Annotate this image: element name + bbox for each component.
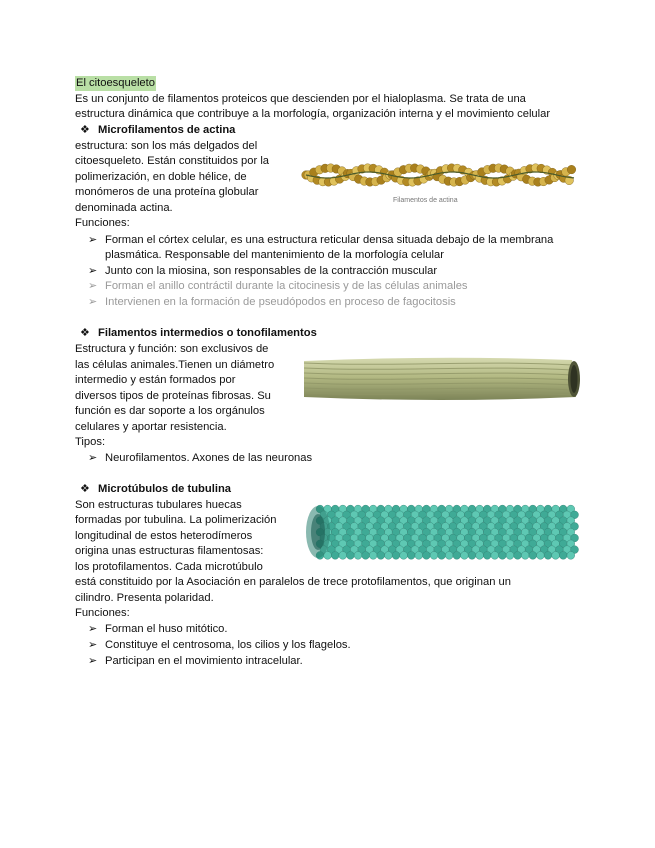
list-item bbox=[88, 622, 228, 637]
diamond-bullet-icon: ❖ bbox=[80, 327, 91, 339]
list-item bbox=[88, 233, 553, 248]
list-item-text: Junto con la miosina, son responsables de la contracción muscular bbox=[105, 265, 438, 277]
list-item-text: Constituye el centrosoma, los cilios y los flagelos. bbox=[105, 639, 351, 651]
arrowhead-bullet-icon: ➢ bbox=[88, 452, 98, 464]
arrowhead-bullet-icon: ➢ bbox=[88, 639, 98, 651]
intro-line-1: Es un conjunto de filamentos proteicos que descienden por el hialoplasma. Se trata de una bbox=[75, 93, 526, 105]
actin-text-line: polimerización, en doble hélice, de bbox=[75, 171, 247, 183]
arrowhead-bullet-icon: ➢ bbox=[88, 655, 98, 667]
list-item bbox=[88, 451, 312, 466]
arrowhead-bullet-icon: ➢ bbox=[88, 296, 98, 308]
arrowhead-bullet-icon: ➢ bbox=[88, 265, 98, 277]
intermediate-text-line: intermedio y están formados por bbox=[75, 374, 236, 386]
list-item bbox=[88, 638, 351, 653]
list-item-text: Neurofilamentos. Axones de las neuronas bbox=[105, 452, 313, 464]
page-title: El citoesqueleto bbox=[76, 77, 155, 89]
arrowhead-bullet-icon: ➢ bbox=[88, 234, 98, 246]
actin-text-line: denominada actina. bbox=[75, 202, 173, 214]
intermediate-filament-image bbox=[300, 355, 582, 403]
intermediate-text-line: las células animales.Tienen un diámetro bbox=[75, 359, 275, 371]
intro-line-2: estructura dinámica que contribuye a la morfología, organización interna y el movimiento celular bbox=[75, 108, 551, 120]
list-item-text: Forman el anillo contráctil durante la citocinesis y de las células animales bbox=[105, 280, 468, 292]
microtubule-text-line: cilindro. Presenta polaridad. bbox=[75, 592, 214, 604]
microtubule-text-line: formadas por tubulina. La polimerización bbox=[75, 514, 277, 526]
microtubule-text-line: origina unas estructuras filamentosas: bbox=[75, 545, 264, 557]
list-item-muted bbox=[88, 279, 468, 294]
svg-text:Filamentos de actina: Filamentos de actina bbox=[393, 197, 458, 204]
diamond-bullet-icon: ❖ bbox=[80, 124, 91, 136]
actin-text-line: citoesqueleto. Están constituidos por la bbox=[75, 155, 270, 167]
intermediate-heading bbox=[80, 326, 317, 341]
intermediate-text-line: celulares y aportar resistencia. bbox=[75, 421, 227, 433]
actin-functions-label: Funciones: bbox=[75, 217, 130, 229]
microtubule-text-line: longitudinal de estos heterodímeros bbox=[75, 530, 253, 542]
actin-filament-image bbox=[298, 154, 583, 204]
intermediate-types-label: Tipos: bbox=[75, 436, 106, 448]
intermediate-heading-text: Filamentos intermedios o tonofilamentos bbox=[98, 327, 317, 339]
list-item-continuation: plasmática. Responsable del mantenimiento de la morfología celular bbox=[105, 249, 444, 261]
list-item-muted bbox=[88, 295, 456, 310]
actin-heading bbox=[80, 123, 235, 138]
intermediate-text-line: diversos tipos de proteínas fibrosas. Su bbox=[75, 390, 271, 402]
list-item-text: Forman el huso mitótico. bbox=[105, 623, 228, 635]
list-item bbox=[88, 264, 437, 279]
arrowhead-bullet-icon: ➢ bbox=[88, 280, 98, 292]
actin-text-line: monómeros de una proteína globular bbox=[75, 186, 259, 198]
intermediate-text-line: función es dar soporte a los orgánulos bbox=[75, 405, 265, 417]
actin-text-line: estructura: son los más delgados del bbox=[75, 140, 258, 152]
list-item-text: Intervienen en la formación de pseudópodos en proceso de fagocitosis bbox=[105, 296, 456, 308]
list-item bbox=[88, 654, 303, 669]
intermediate-text-line: Estructura y función: son exclusivos de bbox=[75, 343, 269, 355]
list-item-text: Forman el córtex celular, es una estructura reticular densa situada debajo de la membrana bbox=[105, 234, 554, 246]
diamond-bullet-icon: ❖ bbox=[80, 483, 91, 495]
microtubule-heading bbox=[80, 482, 231, 497]
microtubule-text-line: está constituido por la Asociación en paralelos de trece protofilamentos, que originan un bbox=[75, 576, 511, 588]
microtubule-text-line: los protofilamentos. Cada microtúbulo bbox=[75, 561, 263, 573]
microtubule-functions-label: Funciones: bbox=[75, 607, 130, 619]
microtubule-heading-text: Microtúbulos de tubulina bbox=[98, 483, 231, 495]
actin-heading-text: Microfilamentos de actina bbox=[98, 124, 236, 136]
microtubule-text-line: Son estructuras tubulares huecas bbox=[75, 499, 242, 511]
microtubule-image bbox=[300, 501, 585, 563]
list-item-text: Participan en el movimiento intracelular. bbox=[105, 655, 303, 667]
arrowhead-bullet-icon: ➢ bbox=[88, 623, 98, 635]
